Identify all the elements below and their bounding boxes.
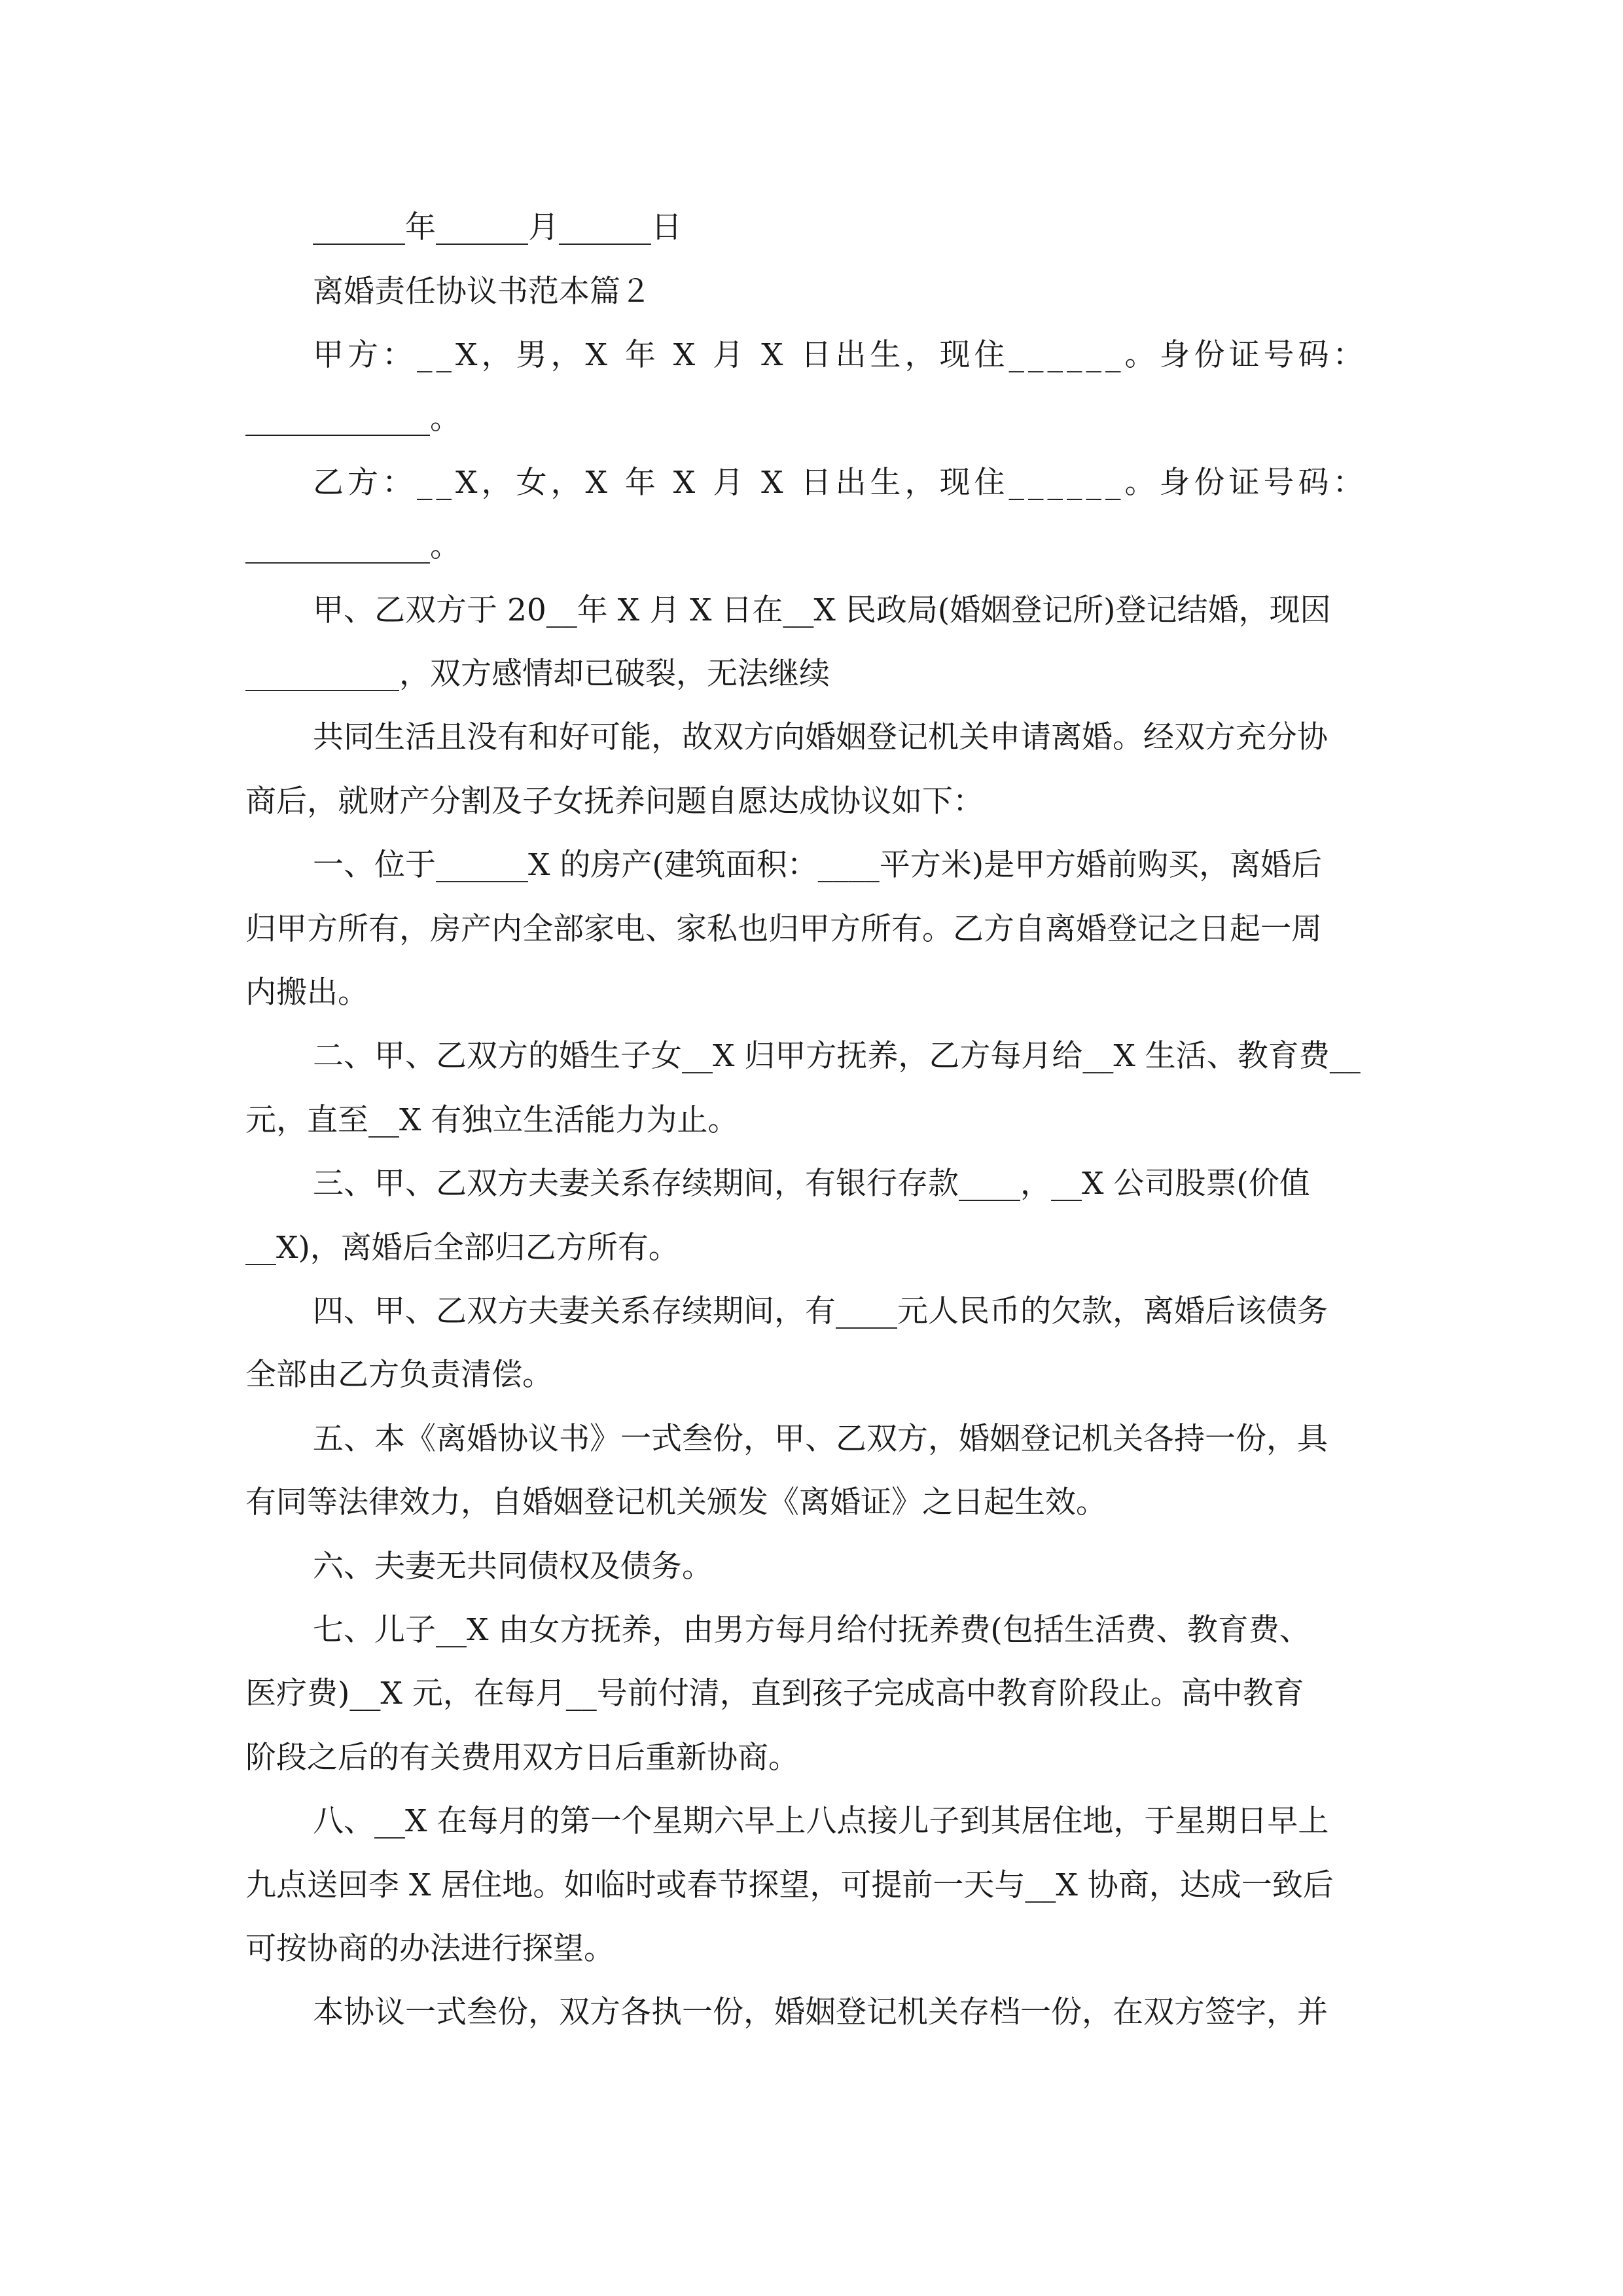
clause-5-line: 五、本《离婚协议书》一式叁份，甲、乙双方，婚姻登记机关各持一份，具 (313, 1421, 1328, 1457)
clause-1-line: 一、位于______X 的房产(建筑面积：____平方米)是甲方婚前购买，离婚后 (313, 847, 1323, 883)
clause-1-line: 归甲方所有，房产内全部家电、家私也归甲方所有。乙方自离婚登记之日起一周 (245, 911, 1322, 947)
paragraph-line: 共同生活且没有和好可能，故双方向婚姻登记机关申请离婚。经双方充分协 (313, 719, 1328, 755)
clause-7-line: 七、儿子__X 由女方抚养，由男方每月给付抚养费(包括生活费、教育费、 (313, 1612, 1310, 1648)
section-title: 离婚责任协议书范本篇２ (313, 274, 651, 310)
party-b-line: 乙方：__X，女，X 年 X 月 X 日出生，现住______。身份证号码： (313, 465, 1368, 501)
closing-line: 本协议一式叁份，双方各执一份，婚姻登记机关存档一份，在双方签字，并 (313, 1994, 1328, 2030)
clause-8-line: 九点送回李 X 居住地。如临时或春节探望，可提前一天与__X 协商，达成一致后 (245, 1867, 1334, 1903)
date-line: ______年______月______日 (313, 209, 682, 245)
party-a-id-blank: ____________。 (245, 401, 461, 437)
clause-3-line: 三、甲、乙双方夫妻关系存续期间，有银行存款____，__X 公司股票(价值 (313, 1166, 1310, 1202)
clause-2-line: 二、甲、乙双方的婚生子女__X 归甲方抚养，乙方每月给__X 生活、教育费__ (313, 1038, 1361, 1074)
clause-8-line: 可按协商的办法进行探望。 (245, 1931, 615, 1967)
clause-6-line: 六、夫妻无共同债权及债务。 (313, 1549, 713, 1585)
clause-2-line: 元，直至__X 有独立生活能力为止。 (245, 1102, 739, 1138)
clause-8-line: 八、__X 在每月的第一个星期六早上八点接儿子到其居住地，于星期日早上 (313, 1803, 1329, 1839)
clause-4-line: 全部由乙方负责清偿。 (245, 1357, 553, 1393)
clause-4-line: 四、甲、乙双方夫妻关系存续期间，有____元人民币的欠款，离婚后该债务 (313, 1293, 1328, 1329)
paragraph-line: __________，双方感情却已破裂，无法继续 (245, 656, 830, 692)
party-a-line: 甲方：__X，男，X 年 X 月 X 日出生，现住______。身份证号码： (313, 337, 1368, 373)
paragraph-line: 商后，就财产分割及子女抚养问题自愿达成协议如下： (245, 783, 984, 819)
party-b-id-blank: ____________。 (245, 528, 461, 564)
paragraph-line: 甲、乙双方于 20__年 X 月 X 日在__X 民政局(婚姻登记所)登记结婚，现因 (313, 592, 1331, 628)
clause-1-line: 内搬出。 (245, 975, 368, 1011)
clause-7-line: 医疗费)__X 元，在每月__号前付清，直到孩子完成高中教育阶段止。高中教育 (245, 1676, 1304, 1712)
clause-5-line: 有同等法律效力，自婚姻登记机关颁发《离婚证》之日起生效。 (245, 1484, 1107, 1520)
clause-3-line: __X)，离婚后全部归乙方所有。 (245, 1230, 679, 1266)
clause-7-line: 阶段之后的有关费用双方日后重新协商。 (245, 1740, 799, 1776)
